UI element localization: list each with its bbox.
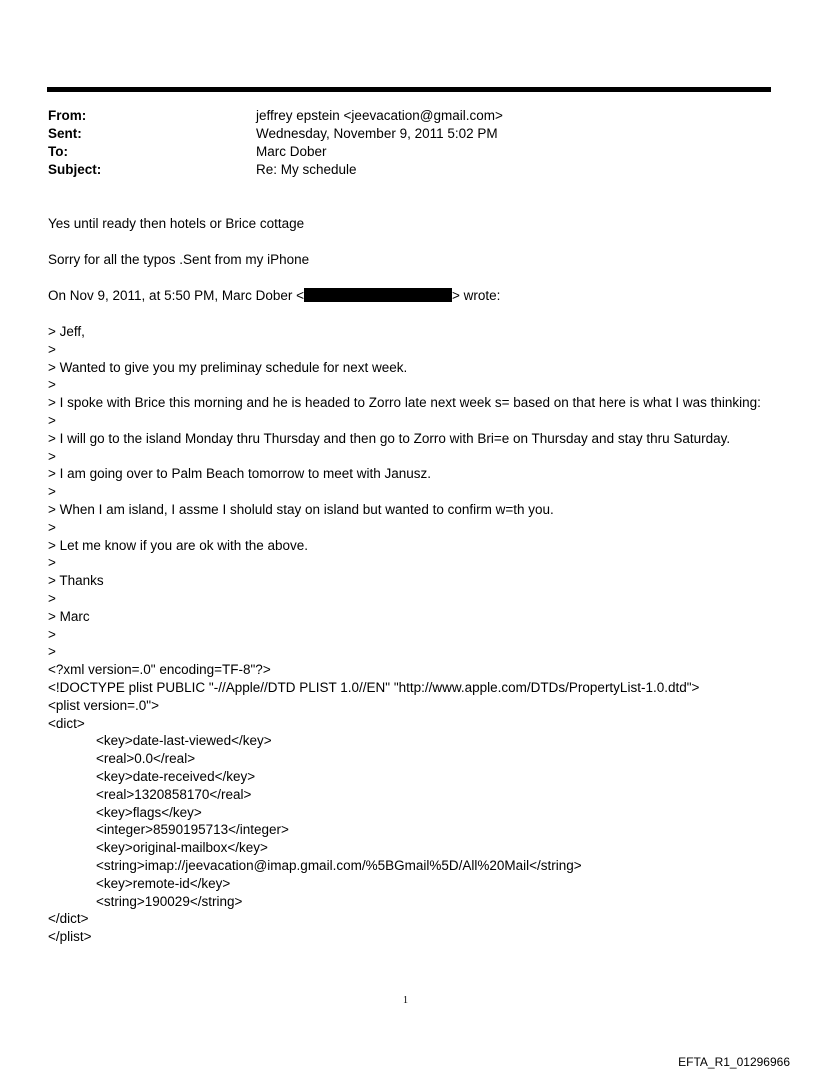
xml-indented-line: <key>remote-id</key> (96, 875, 231, 891)
quote-intro-suffix: > wrote: (452, 288, 501, 303)
from-value: jeffrey epstein <jeevacation@gmail.com> (256, 108, 503, 123)
reply-line: Yes until ready then hotels or Brice cottage (48, 216, 305, 231)
sent-label: Sent: (48, 126, 82, 141)
xml-line: <?xml version=.0" encoding=TF-8"?> (48, 662, 271, 678)
quoted-line: > (48, 341, 56, 357)
bates-number: EFTA_R1_01296966 (678, 1055, 790, 1069)
xml-indented-line: <real>1320858170</real> (96, 786, 252, 802)
xml-line: <!DOCTYPE plist PUBLIC "-//Apple//DTD PLIST 1.0//EN" "http://www.apple.com/DTDs/PropertyList-1.0.dtd"> (48, 680, 700, 695)
subject-label: Subject: (48, 162, 102, 177)
xml-closing-line: </dict> (48, 911, 89, 927)
quoted-line: > I will go to the island Monday thru Thursday and then go to Zorro with Bri=e on Thursday and stay thru Saturday. (48, 430, 731, 446)
signature-line: Sorry for all the typos .Sent from my iPhone (48, 252, 310, 267)
page-number: 1 (403, 995, 408, 1006)
xml-indented-line: <integer>8590195713</integer> (96, 822, 289, 838)
quote-intro (48, 287, 500, 305)
quoted-line: > Marc (48, 608, 90, 624)
quoted-line: > Let me know if you are ok with the above. (48, 537, 309, 553)
xml-line: <dict> (48, 715, 85, 731)
quoted-line: > Jeff, (48, 324, 85, 339)
xml-indented-line: <key>date-last-viewed</key> (96, 733, 272, 749)
xml-indented-line: <key>flags</key> (96, 804, 202, 820)
header-rule (47, 87, 771, 92)
quoted-line: > (48, 644, 56, 660)
xml-indented-line: <key>original-mailbox</key> (96, 840, 268, 856)
quoted-line: > (48, 448, 56, 464)
xml-indented-line: <string>190029</string> (96, 893, 243, 909)
quoted-line: > Thanks (48, 573, 104, 589)
quoted-line: > I spoke with Brice this morning and he is headed to Zorro late next week s= based on that here is what I was thinking: (48, 395, 761, 411)
xml-indented-line: <real>0.0</real> (96, 751, 196, 767)
sent-value: Wednesday, November 9, 2011 5:02 PM (256, 126, 498, 141)
redaction-bar (304, 288, 452, 302)
quoted-line: > Wanted to give you my preliminay schedule for next week. (48, 359, 408, 375)
quoted-line: > (48, 377, 56, 393)
subject-value: Re: My schedule (256, 162, 357, 177)
to-label: To: (48, 144, 68, 159)
xml-line: <plist version=.0"> (48, 697, 159, 713)
quoted-line: > I am going over to Palm Beach tomorrow to meet with Janusz. (48, 466, 432, 482)
quote-intro-prefix: On Nov 9, 2011, at 5:50 PM, Marc Dober < (48, 288, 304, 303)
quoted-line: > (48, 519, 56, 535)
to-value: Marc Dober (256, 144, 327, 159)
quoted-line: > (48, 484, 56, 500)
quoted-line: > (48, 413, 56, 428)
quoted-line: > (48, 555, 56, 571)
xml-indented-line: <key>date-received</key> (96, 769, 256, 784)
quoted-line: > When I am island, I assme I sholuld stay on island but wanted to confirm w=th you. (48, 502, 554, 517)
quoted-line: > (48, 591, 56, 606)
quoted-line: > (48, 626, 56, 642)
xml-closing-line: </plist> (48, 929, 92, 945)
xml-indented-line: <string>imap://jeevacation@imap.gmail.com/%5BGmail%5D/All%20Mail</string> (96, 858, 582, 873)
from-label: From: (48, 108, 87, 123)
